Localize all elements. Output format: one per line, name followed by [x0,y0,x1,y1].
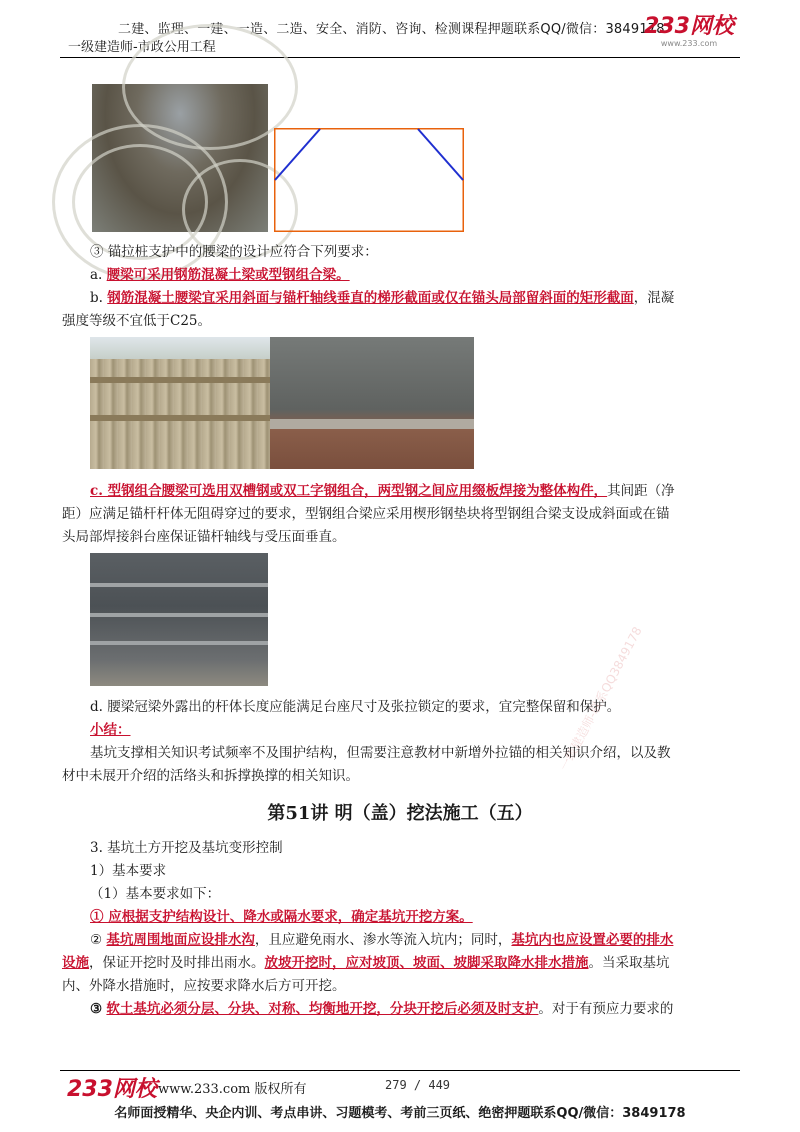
req-2-red2: 基坑内也应设置必要的排水 [511,932,674,948]
section-3-1: 1）基本要求 [90,863,167,879]
req-2-mid: ，且应避免雨水、渗水等流入坑内；同时， [254,932,512,948]
req-3-red: 软土基坑必须分层、分块、对称、均衡地开挖，分块开挖后必须及时支护 [106,1001,539,1017]
item-b-line2: 强度等级不宜低于C25。 [62,313,212,329]
diagram-left-slope [275,129,320,180]
watermark: 一级建造师-联系QQ3849178 [556,624,645,773]
photo-anchor-wall [270,337,474,469]
item-d: d. 腰梁冠梁外露出的杆体长度应能满足台座尺寸及张拉锁定的要求，宜完整保留和保护。 [90,699,621,715]
item-3: ③ 锚拉桩支护中的腰梁的设计应符合下列要求： [90,244,378,260]
item-c-tail: 其间距（净 [607,483,675,499]
summary-line2: 材中未展开介绍的活络头和拆撑换撑的相关知识。 [62,768,359,784]
req-3-num: ③ [90,1001,103,1017]
section-3-1-1: （1）基本要求如下： [90,886,221,902]
item-a-prefix: a. [90,267,103,283]
header-top-line: 二建、监理、一建、一造、二造、安全、消防、咨询、检测课程押题联系QQ/微信：3849178 [118,22,665,37]
req-2-line2-mid: ，保证开挖时及时排出雨水。 [89,955,265,971]
photo-steel-waist-beam-wall [90,553,268,686]
header-logo [644,15,734,48]
req-2-line2-tail: 。当采取基坑 [588,955,670,971]
req-2-line3: 内、外降水措施时，应按要求降水后方可开挖。 [62,978,346,994]
req-2-red1: 基坑周围地面应设排水沟 [106,932,255,948]
item-c [90,481,675,501]
photo-concrete-waist-beam [90,337,270,469]
page-number: 279 / 449 [385,1078,451,1092]
item-a [90,265,350,285]
item-b-tail: ，混凝 [633,290,675,306]
summary-line1: 基坑支撑相关知识考试频率不及围护结构，但需要注意教材中新增外拉锚的相关知识介绍，以及教 [90,745,671,761]
item-c-line3: 头局部焊接斜台座保证锚杆轴线与受压面垂直。 [62,529,346,545]
diagram-frame [275,129,464,232]
req-2-line2-red2: 放坡开挖时，应对坡顶、坡面、坡脚采取降水排水措施 [264,955,589,971]
logo-url: www.233.com [660,39,718,48]
item-c-line2: 距）应满足锚杆杆体无阻碍穿过的要求，型钢组合梁应采用楔形钢垫块将型钢组合梁支设成斜面或在锚 [62,506,670,522]
section-3: 3. 基坑土方开挖及基坑变形控制 [90,840,283,856]
summary-label: 小结： [90,722,131,738]
req-2-num: ② [90,932,103,948]
beam-section-diagram [274,128,464,232]
logo-text: 233网校 [644,14,734,39]
item-b-prefix: b. [90,290,103,306]
item-b-red: 钢筋混凝土腰梁宜采用斜面与锚杆轴线垂直的梯形截面或仅在锚头局部留斜面的矩形截面 [107,290,634,306]
req-3-tail: 。对于有预应力要求的 [538,1001,674,1017]
footer-bottom-line: 名师面授精华、央企内训、考点串讲、习题模考、考前三页纸、绝密押题联系QQ/微信：3849178 [114,1106,686,1121]
diagram-right-slope [418,129,463,180]
item-c-red: c. 型钢组合腰梁可选用双槽钢或双工字钢组合，两型钢之间应用缀板焊接为整体构件， [90,483,608,499]
req-2 [90,930,673,950]
footer-copyright: www.233.com 版权所有 [158,1082,307,1097]
footer-logo: 233网校 [67,1077,157,1102]
lecture-heading: 第51讲 明（盖）挖法施工（五） [267,803,533,824]
req-3 [90,999,673,1019]
item-a-text: 腰梁可采用钢筋混凝土梁或型钢组合梁。 [106,267,350,283]
footer-rule [60,1070,740,1071]
req-2-line2 [62,953,670,973]
item-b [90,288,674,308]
header-subtitle: 一级建造师-市政公用工程 [68,40,216,55]
req-2-line2-red: 设施 [62,955,89,971]
photo-circular-excavation [92,84,268,232]
req-1: ① 应根据支护结构设计、降水或隔水要求，确定基坑开挖方案。 [90,909,473,925]
